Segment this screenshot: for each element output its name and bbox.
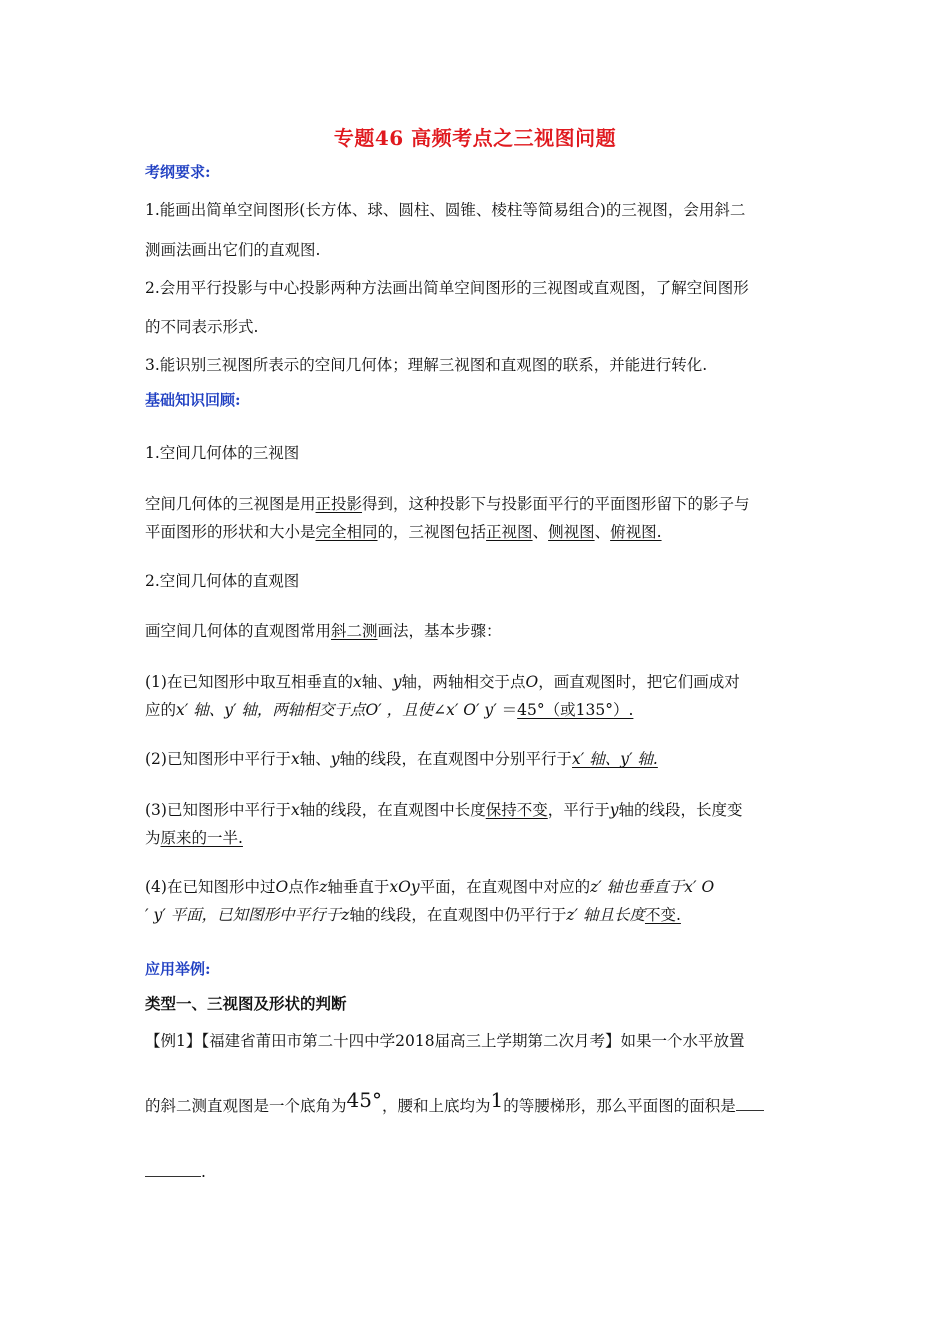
text-span: (1)在已知图形中取互相垂直的 — [145, 673, 353, 691]
text-span: 平面图形的形状和大小是 — [145, 523, 316, 541]
math-var: x′ 轴、 — [176, 701, 225, 719]
text-span: (4)在已知图形中过 — [145, 878, 276, 896]
step-1-line-2 — [145, 696, 810, 724]
math-var: ′ y′ 平面，已知图形中平行于 — [145, 906, 342, 924]
math-var: y — [392, 673, 402, 691]
step-4-line-1 — [145, 873, 810, 901]
underlined-answer: 斜二测 — [331, 622, 378, 640]
text-span: 平面，在直观图中对应的 — [419, 878, 591, 896]
example-1-line-3 — [145, 1158, 810, 1186]
basics-paragraph-2 — [145, 617, 810, 645]
math-var: xOy — [389, 878, 420, 896]
text-span: . — [201, 1163, 206, 1181]
page-title: 专题46 高频考点之三视图问题 — [333, 126, 617, 150]
section-heading-basics: 基础知识回顾: — [145, 391, 241, 409]
syllabus-item-2-line-2: 的不同表示形式. — [145, 318, 259, 336]
text-span: 画法，基本步骤： — [377, 622, 502, 640]
underlined-answer: x′ 轴、y′ 轴. — [572, 750, 658, 768]
math-var: z′ 轴且长度 — [566, 906, 645, 924]
math-var: y — [609, 801, 619, 819]
underlined-answer: 完全相同 — [315, 523, 378, 541]
step-1-line-1 — [145, 668, 810, 696]
math-var: O — [275, 878, 289, 896]
math-var: y′ 轴，两轴相交于点 — [224, 701, 366, 719]
basics-heading-2: 2.空间几何体的直观图 — [145, 572, 300, 590]
underlined-answer: 45°（或135°）. — [517, 701, 634, 719]
text-span: 轴垂直于 — [327, 878, 390, 896]
math-var: x — [290, 750, 300, 768]
underlined-answer: 原来的一半. — [160, 829, 243, 847]
math-var: z — [341, 906, 350, 924]
basics-paragraph-1-line-1 — [145, 490, 810, 518]
math-number: 1 — [490, 1088, 504, 1112]
text-span: 应的 — [145, 701, 177, 719]
math-var: x′ O — [684, 878, 715, 896]
text-span: 轴，两轴相交于点 — [401, 673, 526, 691]
text-span: 的斜二测直观图是一个底角为 — [145, 1097, 347, 1115]
basics-paragraph-1-line-2 — [145, 518, 810, 546]
text-span: 为 — [145, 829, 161, 847]
section-heading-syllabus: 考纲要求: — [145, 163, 211, 181]
text-span: 的，三视图包括 — [377, 523, 487, 541]
example-1-line-1: 【例1】【福建省莆田市第二十四中学2018届高三上学期第二次月考】如果一个水平放置 — [145, 1032, 745, 1050]
math-var: x′ O′ y′ — [446, 701, 497, 719]
math-var: x — [290, 801, 300, 819]
text-span: ，腰和上底均为 — [381, 1097, 491, 1115]
underlined-answer: 俯视图. — [610, 523, 662, 541]
syllabus-item-1-line-1: 1.能画出简单空间图形(长方体、球、圆柱、圆锥、棱柱等简易组合)的三视图，会用斜二 — [145, 201, 746, 219]
math-var: y — [330, 750, 340, 768]
step-3-line-2 — [145, 824, 810, 852]
text-span: ，平行于 — [547, 801, 610, 819]
text-span: 得到，这种投影下与投影面平行的平面图形留下的影子与 — [362, 495, 750, 513]
syllabus-item-3: 3.能识别三视图所表示的空间几何体；理解三视图和直观图的联系，并能进行转化. — [145, 356, 708, 374]
text-span: 轴的线段，在直观图中仍平行于 — [349, 906, 567, 924]
text-span: 空间几何体的三视图是用 — [145, 495, 316, 513]
text-span: ，画直观图时，把它们画成对 — [538, 673, 740, 691]
text-span: 点作 — [288, 878, 320, 896]
text-span: 、 — [594, 523, 611, 541]
text-span: ＝ — [496, 701, 518, 719]
text-span: 轴、 — [361, 673, 393, 691]
answer-blank-continued — [145, 1162, 201, 1177]
example-1-line-2 — [145, 1090, 810, 1120]
underlined-answer: 保持不变 — [485, 801, 548, 819]
text-span: 的等腰梯形，那么平面图的面积是 — [503, 1097, 736, 1115]
step-2 — [145, 745, 810, 773]
math-var: z — [319, 878, 328, 896]
text-span: 轴的线段，长度变 — [618, 801, 743, 819]
step-4-line-2 — [145, 901, 810, 929]
text-span: (2)已知图形中平行于 — [145, 750, 291, 768]
underlined-answer: 侧视图 — [548, 523, 595, 541]
example-type-1-heading: 类型一、三视图及形状的判断 — [145, 994, 347, 1013]
syllabus-item-1-line-2: 测画法画出它们的直观图. — [145, 241, 321, 259]
math-var: x — [352, 673, 362, 691]
text-span: 轴的线段，在直观图中长度 — [299, 801, 486, 819]
math-var: z′ 轴也垂直于 — [590, 878, 685, 896]
math-var: O′ ，且使∠ — [365, 701, 447, 719]
text-span: 轴、 — [299, 750, 331, 768]
underlined-answer: 正视图 — [486, 523, 533, 541]
text-span: 轴的线段，在直观图中分别平行于 — [339, 750, 573, 768]
math-angle: 45° — [346, 1088, 382, 1112]
step-3-line-1 — [145, 796, 810, 824]
basics-heading-1: 1.空间几何体的三视图 — [145, 444, 300, 462]
underlined-answer: 不变. — [644, 906, 681, 924]
underlined-answer: 正投影 — [315, 495, 363, 513]
math-var: O — [525, 673, 539, 691]
syllabus-item-2-line-1: 2.会用平行投影与中心投影两种方法画出简单空间图形的三视图或直观图，了解空间图形 — [145, 279, 749, 297]
text-span: 画空间几何体的直观图常用 — [145, 622, 332, 640]
text-span: (3)已知图形中平行于 — [145, 801, 291, 819]
section-heading-examples: 应用举例: — [145, 960, 211, 978]
text-span: 、 — [532, 523, 549, 541]
answer-blank — [736, 1096, 764, 1111]
